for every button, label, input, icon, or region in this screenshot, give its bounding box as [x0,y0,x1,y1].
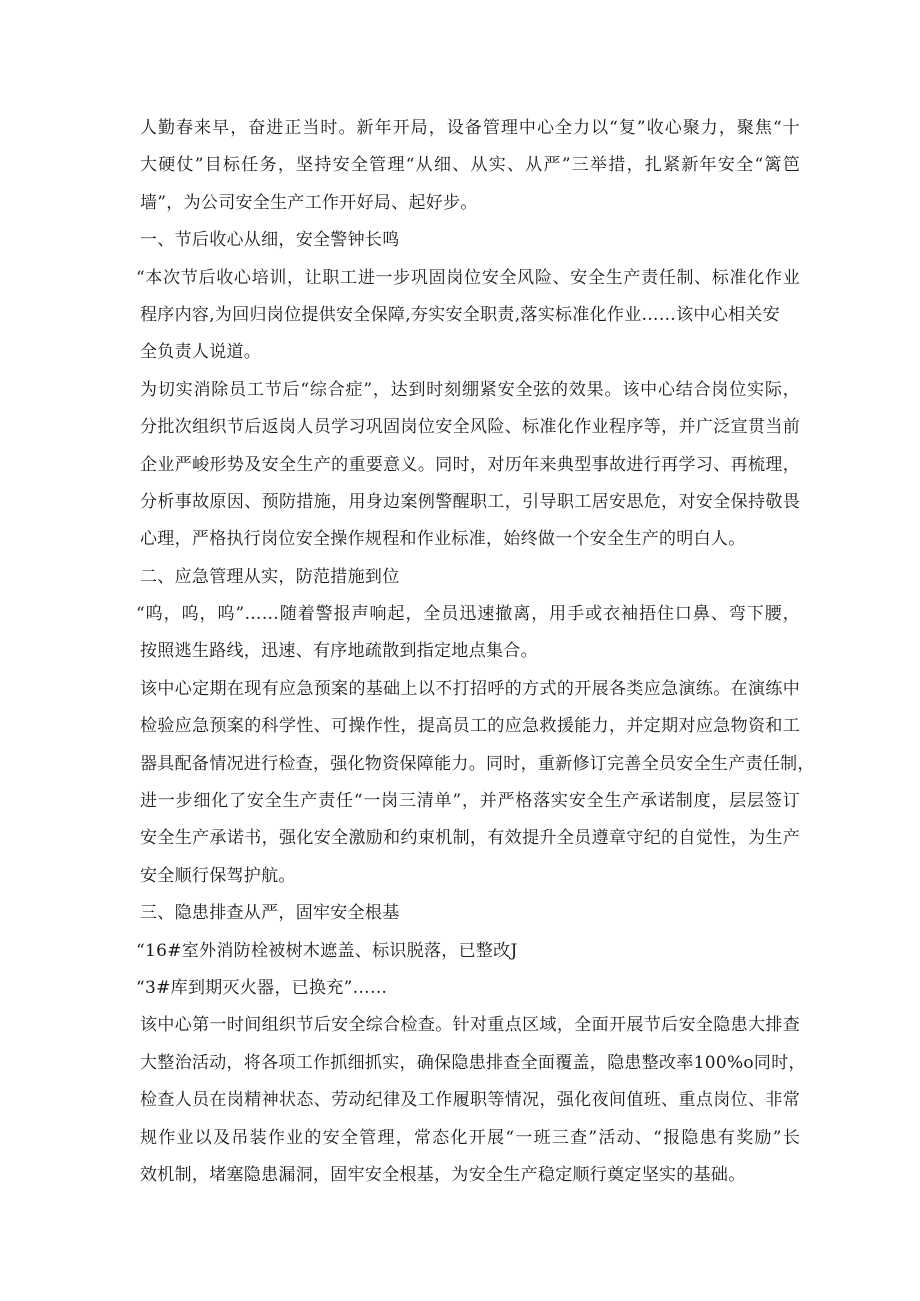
paragraph-line: 检查人员在岗精神状态、劳动纪律及工作履职等情况，强化夜间值班、重点岗位、非常 [140,1090,800,1111]
paragraph-line: 按照逃生路线，迅速、有序地疏散到指定地点集合。 [140,641,538,662]
paragraph-line: “3#库到期灭火器，已换充”…… [136,977,388,998]
paragraph-line: 分批次组织节后返岗人员学习巩固岗位安全风险、标准化作业程序等，并广泛宣贯当前 [140,417,800,438]
paragraph-line: 为切实消除员工节后“综合症”，达到时刻绷紧安全弦的效果。该中心结合岗位实际， [140,379,800,400]
paragraph-line: 该中心第一时间组织节后安全综合检查。针对重点区域，全面开展节后安全隐患大排查 [140,1015,800,1036]
paragraph-line: 规作业以及吊装作业的安全管理，常态化开展“一班三查”活动、“报隐患有奖励”长 [140,1127,800,1148]
paragraph-line: 检验应急预案的科学性、可操作性，提高员工的应急救援能力，并定期对应急物资和工 [140,716,800,737]
paragraph-line: 大整治活动，将各项工作抓细抓实，确保隐患排查全面覆盖，隐患整改率100%o同时， [140,1052,806,1073]
paragraph-line: 心理，严格执行岗位安全操作规程和作业标准，始终做一个安全生产的明白人。 [140,529,746,550]
paragraph-line: 人勤春来早，奋进正当时。新年开局，设备管理中心全力以“复”收心聚力，聚焦“十 [140,118,800,138]
section-heading: 二、应急管理从实，防范措施到位 [140,566,400,587]
paragraph-line: 效机制，堵塞隐患漏洞，固牢安全根基，为安全生产稳定顺行奠定坚实的基础。 [140,1164,746,1185]
paragraph-line: “16#室外消防栓被树木遮盖、标识脱落，已整改J [136,940,518,961]
paragraph-line: 安全生产承诺书，强化安全激励和约束机制，有效提升全员遵章守纪的自觉性，为生产 [140,828,800,849]
paragraph-line: 分析事故原因、预防措施，用身边案例警醒职工，引导职工居安思危，对安全保持敬畏 [140,491,800,512]
paragraph-line: 安全顺行保驾护航。 [140,865,296,886]
section-heading: 一、节后收心从细，安全警钟长鸣 [140,230,400,251]
paragraph-line: 企业严峻形势及安全生产的重要意义。同时，对历年来典型事故进行再学习、再梳理， [140,454,800,475]
paragraph-line: 程序内容,为回归岗位提供安全保障,夯实安全职责,落实标准化作业……该中心相关安 [140,304,780,325]
paragraph-line: 器具配备情况进行检查，强化物资保障能力。同时，重新修订完善全员安全生产责任制， [140,753,815,774]
paragraph-line: 进一步细化了安全生产责任“一岗三清单”，并严格落实安全生产承诺制度，层层签订 [140,791,800,812]
section-heading: 三、隐患排查从严，固牢安全根基 [140,903,400,924]
paragraph-line: “呜，呜，呜”……随着警报声响起，全员迅速撤离，用手或衣袖捂住口鼻、弯下腰， [136,604,800,625]
paragraph-line: 全负责人说道。 [140,342,262,363]
paragraph-line: 该中心定期在现有应急预案的基础上以不打招呼的方式的开展各类应急演练。在演练中 [140,678,800,699]
paragraph-line: “本次节后收心培训，让职工进一步巩固岗位安全风险、安全生产责任制、标准化作业 [136,267,800,288]
article-body [136,110,815,1194]
paragraph-line: 墙”，为公司安全生产工作开好局、起好步。 [140,192,478,213]
paragraph-line: 大硬仗”目标任务，坚持安全管理“从细、从实、从严”三举措，扎紧新年安全“篱笆 [140,155,800,176]
